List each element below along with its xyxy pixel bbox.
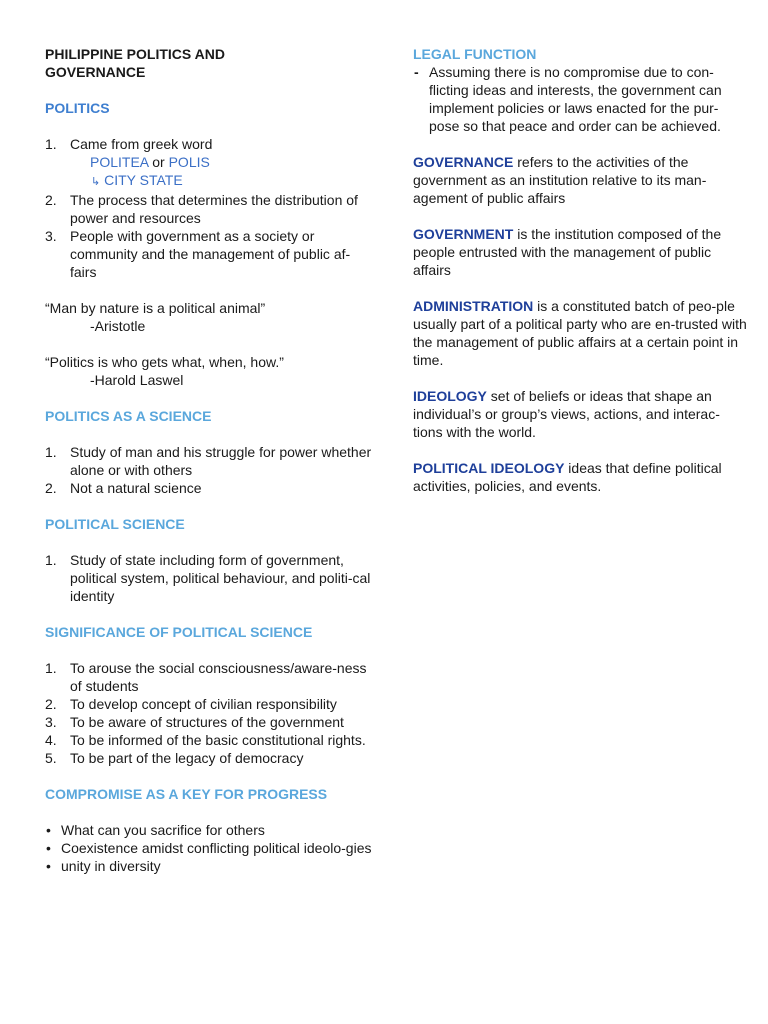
list-text: The process that determines the distribution of power and resources (70, 192, 358, 226)
list-item (45, 749, 375, 767)
list-number: 1. (45, 660, 57, 676)
bullet-icon: • (46, 858, 51, 874)
compromise-heading: COMPROMISE AS A KEY FOR PROGRESS (45, 786, 328, 802)
legal-function-heading: LEGAL FUNCTION (413, 46, 537, 62)
science-list (45, 443, 375, 497)
significance-list (45, 659, 375, 767)
bullet-icon: • (46, 840, 51, 856)
list-item (45, 551, 375, 605)
document-title: PHILIPPINE POLITICS AND GOVERNANCE (45, 46, 225, 80)
definition-text: is the institution composed of the people entrusted with the management of public affairs (413, 226, 722, 278)
list-item (45, 191, 375, 227)
list-item (45, 821, 375, 839)
significance-heading: SIGNIFICANCE OF POLITICAL SCIENCE (45, 624, 313, 640)
definition-governance (413, 153, 748, 207)
quote-text: “Man by nature is a political animal” (45, 300, 266, 316)
definition-ideology (413, 387, 748, 441)
legal-function-text: Assuming there is no compromise due to con-flicting ideas and interests, the government can implement policies or laws enacted for the pur-pose so that peace and order can be achieved. (429, 64, 722, 134)
arrow-icon: ↳ (91, 176, 101, 188)
list-number: 5. (45, 750, 57, 766)
list-text: To be aware of structures of the government (70, 714, 344, 730)
city-state-text: CITY STATE (104, 172, 183, 188)
definition-text: refers to the activities of the government as an institution relative to its man-agement of public affairs (413, 154, 707, 206)
definition-political-ideology (413, 459, 748, 495)
list-text: unity in diversity (61, 858, 161, 874)
list-number: 3. (45, 714, 57, 730)
list-text: Study of state including form of government, political system, political behaviour, and politi-cal identity (70, 552, 371, 604)
list-text: Study of man and his struggle for power whether alone or with others (70, 444, 372, 478)
politics-list (45, 135, 375, 281)
definition-text: ideas that define political activities, policies, and events. (413, 460, 722, 494)
definition-administration (413, 297, 748, 369)
list-item (45, 443, 375, 479)
list-item (45, 135, 375, 191)
quote-text: “Politics is who gets what, when, how.” (45, 354, 284, 370)
list-item (45, 713, 375, 731)
list-text: To develop concept of civilian responsibility (70, 696, 337, 712)
polsci-list (45, 551, 375, 605)
list-text: To be informed of the basic constitutional rights. (70, 732, 366, 748)
list-text: To arouse the social consciousness/aware-ness of students (70, 660, 367, 694)
list-item (45, 227, 375, 281)
etymology-line (70, 153, 375, 171)
list-text: Not a natural science (70, 480, 202, 496)
or-word: or (148, 154, 169, 170)
list-text: People with government as a society or community and the management of public af-fairs (70, 228, 351, 280)
definition-term: GOVERNANCE (413, 154, 514, 170)
dash-icon: - (414, 64, 419, 80)
definition-term: ADMINISTRATION (413, 298, 534, 314)
definition-text: is a constituted batch of peo-ple usually part of a political party who are en-trusted with the management of public affairs at a certain point in time. (413, 298, 747, 368)
list-number: 1. (45, 136, 57, 152)
politics-as-science-heading: POLITICS AS A SCIENCE (45, 408, 212, 424)
politics-heading: POLITICS (45, 100, 110, 116)
left-column (45, 45, 375, 893)
definition-term: IDEOLOGY (413, 388, 487, 404)
list-item (45, 659, 375, 695)
list-item (45, 731, 375, 749)
list-item (45, 695, 375, 713)
bullet-icon: • (46, 822, 51, 838)
quote-author: -Aristotle (90, 318, 146, 334)
list-item (45, 857, 375, 875)
list-number: 3. (45, 228, 57, 244)
list-number: 2. (45, 696, 57, 712)
quote-aristotle (45, 299, 375, 335)
list-item (45, 479, 375, 497)
list-number: 1. (45, 444, 57, 460)
list-text: Came from greek word (70, 136, 213, 152)
city-state-line (70, 171, 375, 191)
definition-term: GOVERNMENT (413, 226, 514, 242)
definition-government (413, 225, 748, 279)
compromise-list (45, 821, 375, 875)
polis-word: POLIS (168, 154, 210, 170)
list-text: To be part of the legacy of democracy (70, 750, 304, 766)
list-number: 1. (45, 552, 57, 568)
quote-author: -Harold Laswel (90, 372, 184, 388)
list-text: Coexistence amidst conflicting political ideolo-gies (61, 840, 372, 856)
list-number: 2. (45, 480, 57, 496)
right-column (413, 45, 748, 513)
legal-function-item (413, 63, 748, 135)
definition-term: POLITICAL IDEOLOGY (413, 460, 565, 476)
political-science-heading: POLITICAL SCIENCE (45, 516, 185, 532)
list-item (45, 839, 375, 857)
list-number: 2. (45, 192, 57, 208)
list-number: 4. (45, 732, 57, 748)
definition-text: set of beliefs or ideas that shape an individual’s or group’s views, actions, and interac-tions with the world. (413, 388, 720, 440)
politea-word: POLITEA (90, 154, 149, 170)
list-text: What can you sacrifice for others (61, 822, 265, 838)
quote-laswel (45, 353, 375, 389)
